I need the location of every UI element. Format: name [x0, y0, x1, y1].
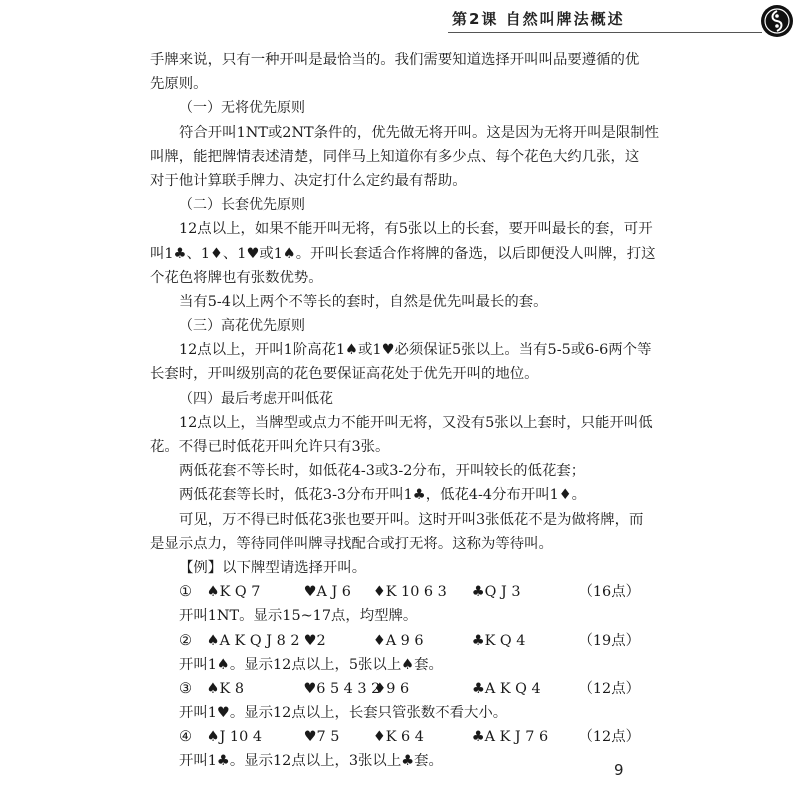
- hand-points: （12点）: [578, 680, 640, 697]
- example-number: ③: [179, 680, 192, 697]
- example-number: ①: [179, 584, 192, 601]
- diamond-holding: ♦K 6 4: [372, 729, 424, 746]
- diamond-holding: ♦A 9 6: [372, 632, 424, 649]
- text-line: 个花色将牌也有张数优势。: [150, 269, 323, 286]
- spade-holding: ♠K 8: [206, 680, 245, 697]
- diamond-holding: ♦9 6: [373, 680, 410, 697]
- section-heading: （四）最后考虑开叫低花: [179, 390, 333, 407]
- chapter-logo-icon: [760, 4, 794, 38]
- text-line: 花。不得已时低花开叫允许只有3张。: [150, 439, 390, 455]
- text-line: 对于他计算联手牌力、决定打什么定约最有帮助。: [150, 172, 467, 189]
- club-holding: ♣Q J 3: [471, 584, 521, 601]
- section-heading: （三）高花优先原则: [179, 318, 305, 335]
- example-answer: 开叫1♠。显示12点以上，5张以上♠套。: [179, 656, 443, 673]
- paragraph-list: [150, 48, 660, 580]
- section-heading: （二）长套优先原则: [179, 197, 305, 214]
- heart-holding: ♥2: [303, 632, 326, 649]
- section-heading: （一）无将优先原则: [179, 100, 305, 117]
- hand-points: （16点）: [578, 584, 640, 601]
- text-line: 12点以上，开叫1阶高花1♠或1♥必须保证5张以上。当有5-5或6-6两个等: [179, 342, 652, 359]
- page-body: [150, 48, 660, 774]
- heart-holding: ♥A J 6: [303, 584, 351, 601]
- club-holding: ♣A K Q 4: [471, 680, 541, 697]
- page-number: 9: [614, 761, 624, 779]
- text-line: 长套时，开叫级别高的花色要保证高花处于优先开叫的地位。: [150, 366, 539, 383]
- text-line: 叫牌，能把牌情表述清楚，同伴马上知道你有多少点、每个花色大约几张，这: [150, 148, 640, 165]
- text-line: 两低花套等长时，低花3-3分布开叫1♣，低花4-4分布开叫1♦。: [179, 487, 587, 504]
- text-line: 手牌来说，只有一种开叫是最恰当的。我们需要知道选择开叫叫品要遵循的优: [150, 52, 640, 68]
- example-answer: 开叫1♣。显示12点以上，3张以上♣套。: [179, 753, 443, 770]
- example-hand: [150, 629, 640, 653]
- club-holding: ♣K Q 4: [471, 632, 526, 649]
- text-line: 12点以上，当牌型或点力不能开叫无将，又没有5张以上套时，只能开叫低: [179, 414, 653, 431]
- example-number: ②: [179, 632, 192, 649]
- text-line: 可见，万不得已时低花3张也要开叫。这时开叫3张低花不是为做将牌，而: [179, 511, 644, 528]
- spade-holding: ♠A K Q J 8 2: [206, 632, 300, 649]
- diamond-holding: ♦K 10 6 3: [372, 584, 447, 601]
- text-line: 【例】以下牌型请选择开叫。: [179, 559, 367, 576]
- spade-holding: ♠J 10 4: [206, 729, 262, 746]
- example-number: ④: [179, 729, 192, 746]
- example-hand: [150, 677, 640, 701]
- text-line: 两低花套不等长时，如低花4-3或3-2分布，开叫较长的低花套；: [179, 463, 586, 480]
- club-holding: ♣A K J 7 6: [471, 729, 549, 746]
- heart-holding: ♥6 5 4 3 2: [303, 680, 381, 697]
- example-hand: [150, 580, 640, 604]
- hand-points: （12点）: [578, 729, 640, 746]
- example-list: [150, 580, 640, 774]
- example-answer: 开叫1♥。显示12点以上，长套只管张数不看大小。: [179, 705, 508, 722]
- text-line: 12点以上，如果不能开叫无将，有5张以上的长套，要开叫最长的套，可开: [179, 221, 653, 238]
- text-line: 叫1♣、1♦、1♥或1♠。开叫长套适合作将牌的备选，以后即便没人叫牌，打这: [150, 245, 656, 262]
- heart-holding: ♥7 5: [303, 729, 340, 746]
- chapter-header-title: 第2课 自然叫牌法概述: [452, 10, 625, 28]
- text-line: 符合开叫1NT或2NT条件的，优先做无将开叫。这是因为无将开叫是限制性: [179, 124, 660, 141]
- hand-points: （19点）: [578, 632, 640, 649]
- example-answer: 开叫1NT。显示15~17点，均型牌。: [179, 608, 418, 625]
- text-line: 先原则。: [150, 76, 208, 93]
- spade-holding: ♠K Q 7: [206, 584, 261, 601]
- text-line: 是显示点力，等待同伴叫牌寻找配合或打无将。这称为等待叫。: [150, 535, 553, 552]
- example-hand: [150, 725, 640, 749]
- text-line: 当有5-4以上两个不等长的套时，自然是优先叫最长的套。: [179, 293, 548, 310]
